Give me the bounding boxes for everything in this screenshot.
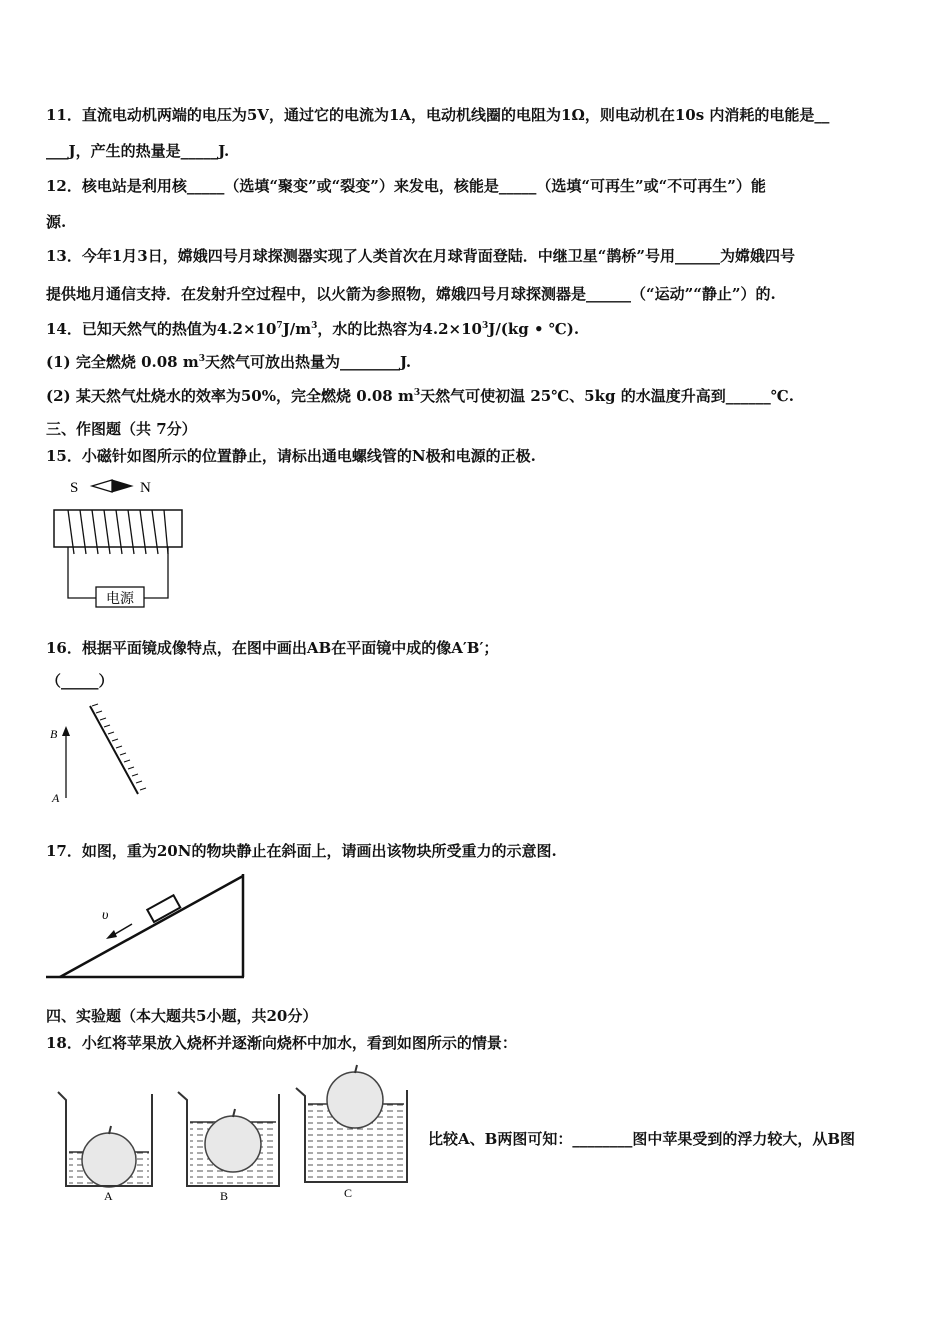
wire-right [144, 547, 168, 598]
section-4-heading: 四、实验题（本大题共5小题，共20分） [46, 1007, 318, 1025]
apple-a [82, 1133, 136, 1187]
wire-left [68, 547, 96, 598]
block [147, 895, 180, 922]
q14-stem: 14．已知天然气的热值为$4.2\times 10^7J/m^3$，水的比热容为$4.2\times 10^3J/(kg$ • ℃). [46, 320, 580, 338]
label-a: A [52, 791, 60, 805]
q17-text: 17．如图，重为20N的物块静止在斜面上，请画出该物块所受重力的示意图. [46, 842, 557, 860]
q15-text: 15．小磁针如图所示的位置静止，请标出通电螺线管的N极和电源的正极. [46, 447, 536, 465]
q18-beakers-figure [46, 1060, 426, 1205]
q14-part1: (1) 完全燃烧 0.08 $m^3$天然气可放出热量为________J. [46, 353, 412, 371]
q16-mirror-figure [46, 700, 156, 810]
q14-part2: (2) 某天然气灶烧水的效率为50%，完全燃烧 0.08 $m^3$天然气可使初温 25℃、5kg 的水温度升高到______℃. [46, 387, 794, 405]
q16-blank: （_____） [46, 672, 114, 690]
compass-needle-s [92, 480, 112, 492]
q11-line2: ___J，产生的热量是_____J. [46, 142, 230, 160]
beaker-a [58, 1092, 152, 1203]
q13-line2: 提供地月通信支持．在发射升空过程中，以火箭为参照物，嫦娥四号月球探测器是______（“运动”“静止”）的. [46, 285, 776, 303]
apple-b [205, 1116, 261, 1172]
object-arrowhead [62, 726, 70, 736]
label-s: S [70, 480, 79, 496]
power-source-label: 电源 [106, 592, 134, 607]
q18-side-text: 比较A、B两图可知：________图中苹果受到的浮力较大，从B图 [428, 1130, 855, 1148]
q15-solenoid-figure [48, 474, 188, 614]
velocity-label: υ [102, 908, 109, 923]
compass-needle-n [112, 480, 132, 492]
beaker-b [178, 1092, 279, 1203]
q11-line1: 11．直流电动机两端的电压为5V，通过它的电流为1A，电动机线圈的电阻为1Ω，则电动机在10s 内消耗的电能是__ [46, 106, 830, 124]
apple-c [327, 1072, 383, 1128]
beaker-c [296, 1065, 407, 1200]
q13-line1: 13．今年1月3日，嫦娥四号月球探测器实现了人类首次在月球背面登陆．中继卫星“鹊桥”号用______为嫦娥四号 [46, 247, 796, 265]
section-3-heading: 三、作图题（共 7分） [46, 420, 197, 438]
label-n: N [140, 480, 151, 496]
q12-line2: 源. [46, 213, 67, 231]
mirror-hatching [92, 704, 146, 790]
velocity-arrowhead [106, 930, 117, 939]
incline-surface [60, 876, 243, 977]
label-c: C [344, 1186, 353, 1200]
q12-line1: 12．核电站是利用核_____（选填“聚变”或“裂变”）来发电，核能是_____（选填“可再生”或“不可再生”）能 [46, 177, 766, 195]
q18-text: 18．小红将苹果放入烧杯并逐渐向烧杯中加水，看到如图所示的情景： [46, 1034, 517, 1052]
label-a: A [104, 1189, 113, 1203]
label-b: B [50, 727, 58, 741]
label-b: B [220, 1189, 229, 1203]
q16-text: 16．根据平面镜成像特点，在图中画出AB在平面镜中成的像A′B′； [46, 639, 499, 657]
q17-incline-figure [46, 866, 250, 984]
plane-mirror [90, 706, 138, 794]
